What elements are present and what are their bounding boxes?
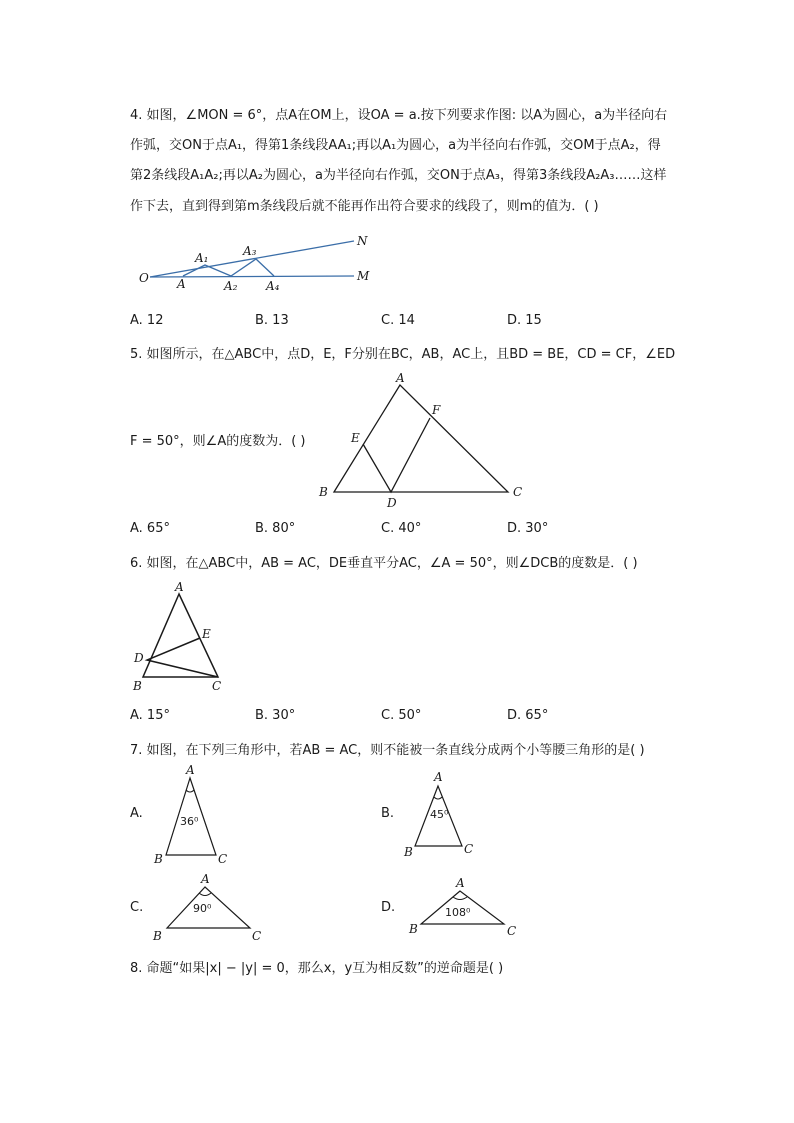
q5-line-2: F = 50°，则∠A的度数为．( ) bbox=[130, 434, 306, 449]
q7-d-angle: 108⁰ bbox=[445, 906, 471, 919]
q5-label-b: B bbox=[319, 485, 328, 499]
q5-label-e: E bbox=[351, 431, 360, 445]
q4-label-n: N bbox=[357, 234, 368, 248]
q7-triangle-c[interactable] bbox=[152, 872, 261, 943]
q8-line-1: 8. 命题“如果|x| − |y| = 0，那么x，y互为相反数”的逆命题是( ) bbox=[130, 961, 504, 976]
q4-label-a: A bbox=[177, 277, 186, 291]
q4-option-b[interactable]: B. 13 bbox=[255, 313, 289, 328]
q7-a-label-b: B bbox=[154, 852, 163, 866]
q5-option-a[interactable]: A. 65° bbox=[130, 521, 170, 536]
q7-c-angle: 90⁰ bbox=[193, 902, 212, 915]
q6-option-b[interactable]: B. 30° bbox=[255, 708, 296, 723]
q4-label-a3: A₃ bbox=[243, 244, 257, 258]
q5-option-b[interactable]: B. 80° bbox=[255, 521, 296, 536]
q7-c-label-a: A bbox=[201, 872, 210, 886]
q7-b-label-c: C bbox=[464, 842, 474, 856]
q7-choice-a-letter[interactable]: A. bbox=[130, 806, 143, 821]
q7-c-label-c: C bbox=[252, 929, 262, 943]
q4-label-a4: A₄ bbox=[266, 279, 280, 293]
q5-label-c: C bbox=[513, 485, 523, 499]
q6-option-a[interactable]: A. 15° bbox=[130, 708, 170, 723]
q7-a-label-c: C bbox=[218, 852, 228, 866]
q6-option-c[interactable]: C. 50° bbox=[381, 708, 422, 723]
q6-line-1: 6. 如图，在△ABC中，AB = AC，DE垂直平分AC，∠A = 50°，则∠DCB的度数是．( ) bbox=[130, 556, 638, 571]
q4-label-o: O bbox=[139, 271, 149, 285]
q7-b-label-b: B bbox=[404, 845, 413, 859]
q5-line-1: 5. 如图所示，在△ABC中，点D，E，F分别在BC，AB，AC上，且BD = BE，CD = CF，∠ED bbox=[130, 347, 676, 362]
q7-b-angle: 45⁰ bbox=[430, 808, 449, 821]
q7-choice-c-letter[interactable]: C. bbox=[130, 900, 144, 915]
q7-triangle-b[interactable] bbox=[403, 770, 473, 859]
q4-line-4: 作下去，直到得到第m条线段后就不能再作出符合要求的线段了，则m的值为．( ) bbox=[130, 199, 599, 214]
q4-label-a1: A₁ bbox=[195, 251, 209, 265]
q7-c-label-b: B bbox=[153, 929, 162, 943]
q6-label-e: E bbox=[202, 627, 211, 641]
q7-d-label-c: C bbox=[507, 924, 517, 938]
q5-label-d: D bbox=[387, 496, 397, 510]
q7-choice-b-letter[interactable]: B. bbox=[381, 806, 395, 821]
q7-triangle-d[interactable] bbox=[408, 876, 516, 938]
q4-line-2: 作弧，交ON于点A₁，得第1条线段AA₁;再以A₁为圆心，a为半径向右作弧，交OM于点A₂，得 bbox=[130, 138, 661, 153]
q5-label-f: F bbox=[432, 403, 441, 417]
q6-option-d[interactable]: D. 65° bbox=[507, 708, 549, 723]
q4-option-a[interactable]: A. 12 bbox=[130, 313, 164, 328]
q5-option-c[interactable]: C. 40° bbox=[381, 521, 422, 536]
q7-d-label-a: A bbox=[456, 876, 465, 890]
q4-label-a2: A₂ bbox=[224, 279, 238, 293]
q4-option-c[interactable]: C. 14 bbox=[381, 313, 415, 328]
q6-label-b: B bbox=[133, 679, 142, 693]
q4-label-m: M bbox=[357, 269, 370, 283]
q5-label-a: A bbox=[396, 371, 405, 385]
q7-triangle-a[interactable] bbox=[153, 763, 227, 866]
q7-choice-d-letter[interactable]: D. bbox=[381, 900, 396, 915]
q7-b-label-a: A bbox=[434, 770, 443, 784]
q4-option-d[interactable]: D. 15 bbox=[507, 313, 542, 328]
q7-a-angle: 36⁰ bbox=[180, 815, 199, 828]
q6-label-a: A bbox=[175, 580, 184, 594]
q5-option-d[interactable]: D. 30° bbox=[507, 521, 549, 536]
q4-line-3: 第2条线段A₁A₂;再以A₂为圆心，a为半径向右作弧，交ON于点A₃，得第3条线段A₂A₃……这样 bbox=[130, 168, 667, 183]
q7-line-1: 7. 如图，在下列三角形中，若AB = AC，则不能被一条直线分成两个小等腰三角形的是( ) bbox=[130, 743, 645, 758]
q4-line-1: 4. 如图，∠MON = 6°，点A在OM上，设OA = a.按下列要求作图: 以A为圆心，a为半径向右 bbox=[130, 108, 668, 123]
q7-d-label-b: B bbox=[409, 922, 418, 936]
q7-a-label-a: A bbox=[186, 763, 195, 777]
q6-label-d: D bbox=[134, 651, 144, 665]
q6-label-c: C bbox=[212, 679, 222, 693]
